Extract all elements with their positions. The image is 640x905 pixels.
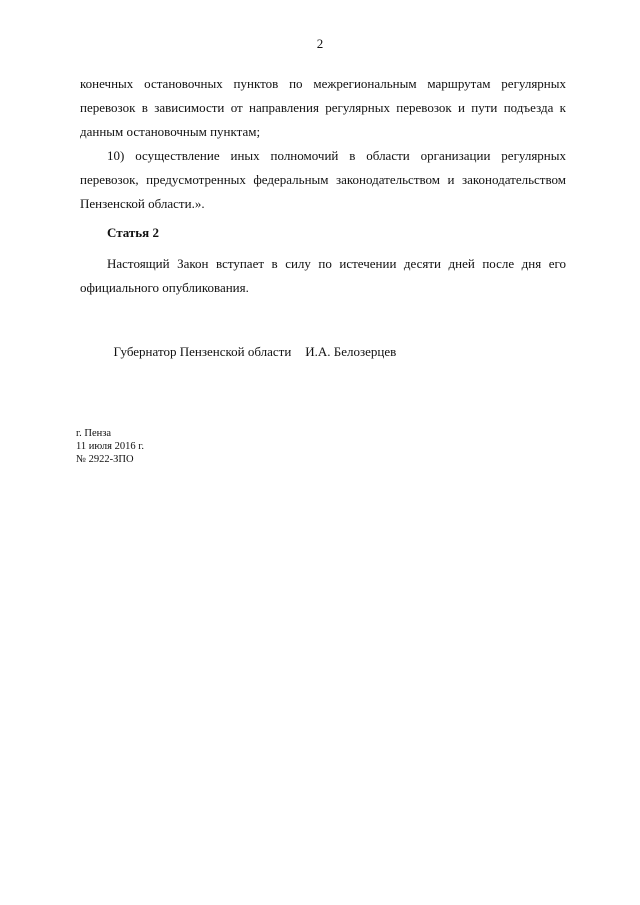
document-footer: [76, 427, 144, 466]
footer-law-number: № 2922-ЗПО: [76, 454, 134, 465]
signatory-position: Губернатор Пензенской области: [113, 344, 292, 359]
signature-block: [107, 328, 396, 360]
footer-date: 11 июля 2016 г.: [76, 441, 145, 452]
signatory-name: И.А. Белозерцев: [305, 344, 397, 359]
article-2-heading: Статья 2: [107, 225, 159, 240]
page-number: 2: [316, 36, 324, 51]
paragraph-item-10: 10) осуществление иных полномочий в области организации регулярных перевозок, предусмотренных федеральным законодательством и законодательством Пензенской области.».: [80, 148, 566, 211]
footer-city: г. Пенза: [76, 428, 112, 439]
paragraph-continued: конечных остановочных пунктов по межрегиональным маршрутам регулярных перевозок в зависимости от направления регулярных перевозок и пути подъезда к данным остановочным пунктам;: [80, 76, 566, 139]
article-2-text: Настоящий Закон вступает в силу по истечении десяти дней после дня его официального опубликования.: [80, 256, 566, 295]
